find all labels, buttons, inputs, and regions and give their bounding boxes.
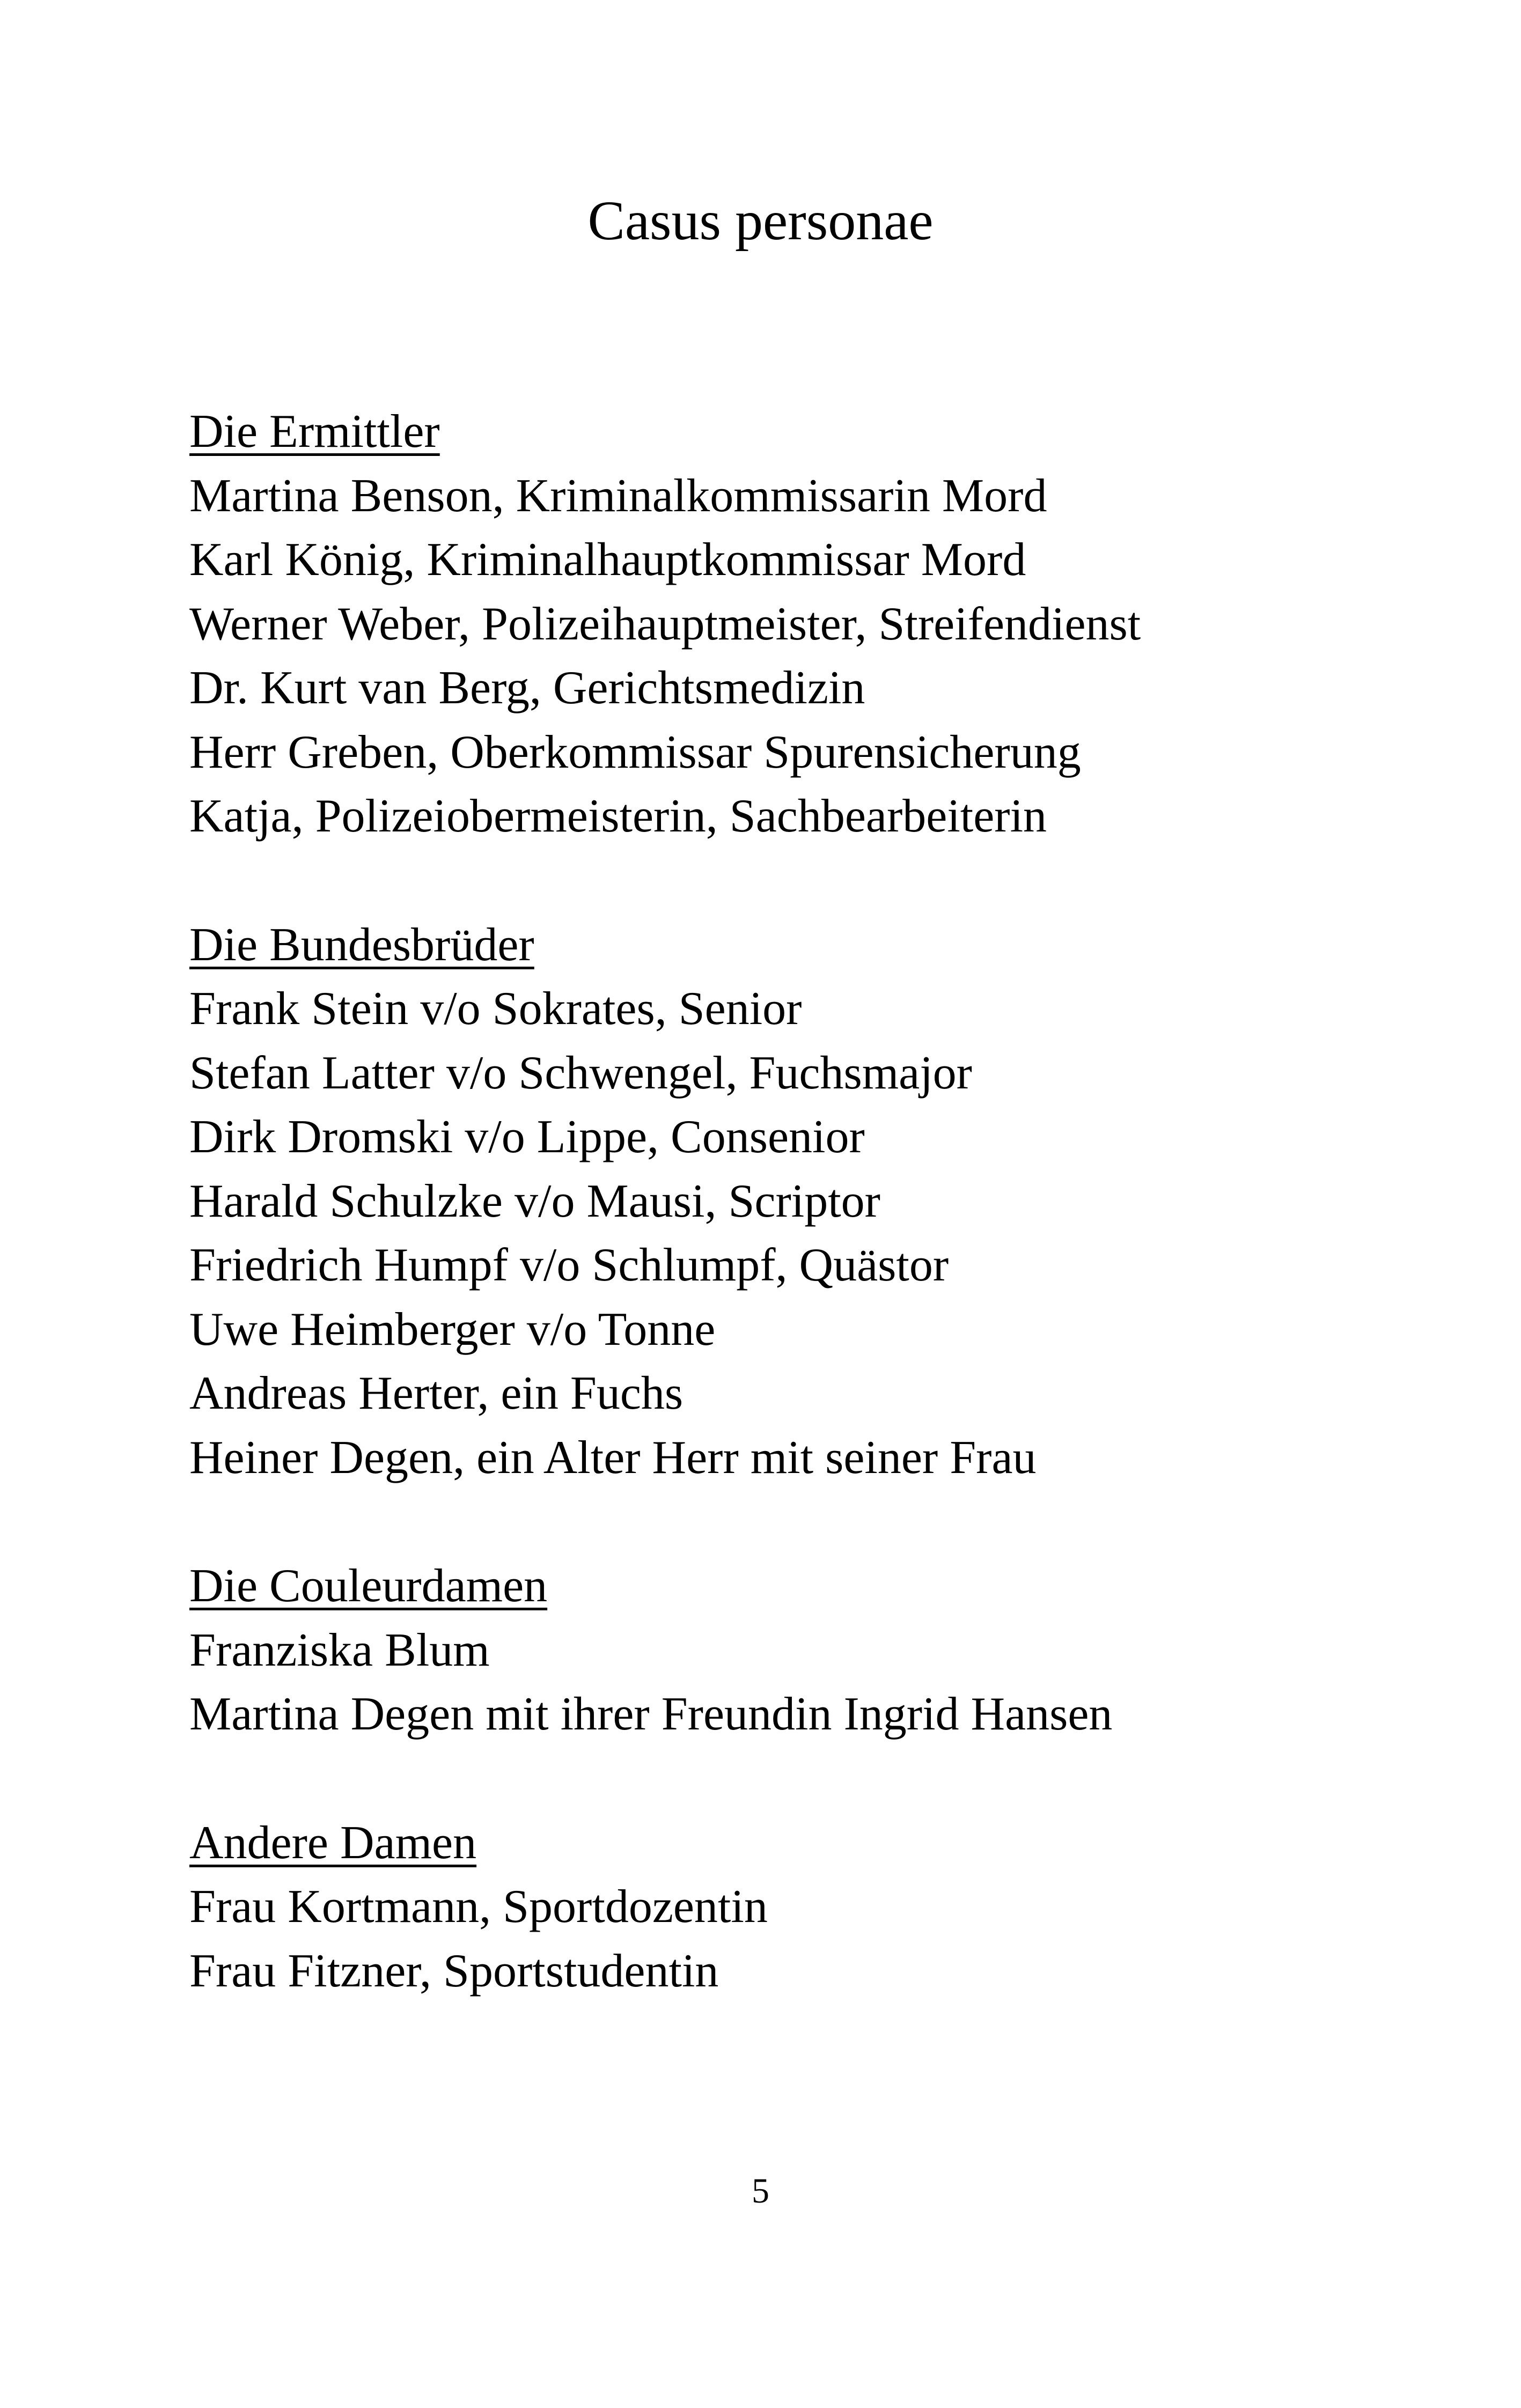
cast-entry: Herr Greben, Oberkommissar Spurensicherung (189, 726, 1081, 778)
cast-entry: Harald Schulzke v/o Mausi, Scriptor (189, 1175, 880, 1227)
section-heading: Andere Damen (189, 1816, 477, 1869)
cast-entry: Heiner Degen, ein Alter Herr mit seiner Frau (189, 1431, 1037, 1484)
cast-entry: Katja, Polizeiobermeisterin, Sachbearbeiterin (189, 790, 1047, 842)
cast-entry: Martina Degen mit ihrer Freundin Ingrid Hansen (189, 1688, 1113, 1740)
cast-list (189, 400, 1423, 2003)
page-number: 5 (752, 2171, 769, 2211)
cast-entry: Werner Weber, Polizeihauptmeister, Streifendienst (189, 598, 1141, 650)
cast-entry: Stefan Latter v/o Schwengel, Fuchsmajor (189, 1047, 972, 1099)
section-ermittler (189, 400, 1423, 849)
cast-entry: Karl König, Kriminalhauptkommissar Mord (189, 534, 1026, 586)
cast-entry: Martina Benson, Kriminalkommissarin Mord (189, 469, 1047, 522)
cast-entry: Frau Fitzner, Sportstudentin (189, 1945, 719, 1997)
page-title: Casus personae (587, 190, 934, 252)
section-bundesbrueder (189, 913, 1423, 1490)
section-couleurdamen (189, 1554, 1423, 1747)
cast-entry: Frau Kortmann, Sportdozentin (189, 1881, 768, 1933)
section-andere-damen (189, 1811, 1423, 2004)
section-heading: Die Couleurdamen (189, 1560, 548, 1612)
cast-entry: Uwe Heimberger v/o Tonne (189, 1303, 716, 1356)
cast-entry: Dirk Dromski v/o Lippe, Consenior (189, 1111, 865, 1163)
cast-entry: Dr. Kurt van Berg, Gerichtsmedizin (189, 662, 865, 714)
cast-entry: Andreas Herter, ein Fuchs (189, 1367, 684, 1419)
section-heading: Die Bundesbrüder (189, 918, 534, 971)
section-heading: Die Ermittler (189, 406, 440, 458)
cast-entry: Friedrich Humpf v/o Schlumpf, Quästor (189, 1239, 949, 1291)
cast-entry: Frank Stein v/o Sokrates, Senior (189, 983, 802, 1035)
cast-entry: Franziska Blum (189, 1624, 490, 1676)
